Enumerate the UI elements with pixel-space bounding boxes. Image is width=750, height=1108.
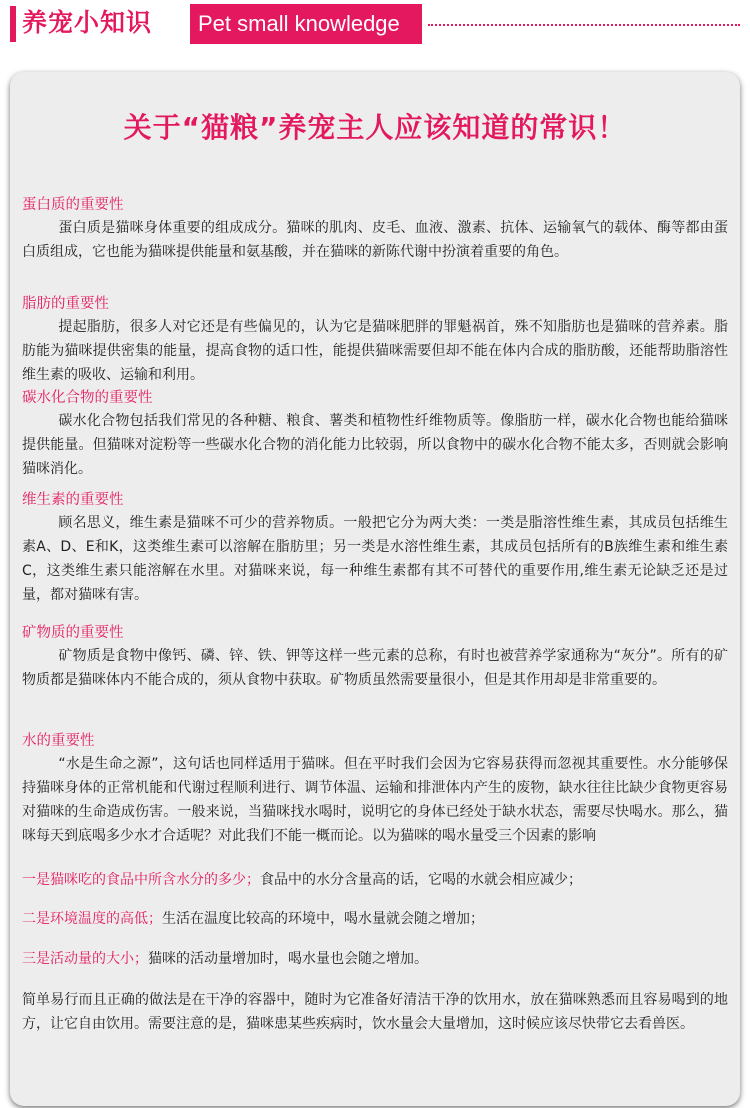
section-title: 维生素的重要性 bbox=[22, 492, 124, 508]
section-title: 脂肪的重要性 bbox=[22, 296, 109, 312]
factor-temperature bbox=[22, 907, 728, 931]
factor-text: 食品中的水分含量高的话，它喝的水就会相应减少； bbox=[260, 872, 582, 888]
header-title-cn: 养宠小知识 bbox=[22, 8, 153, 37]
section-body: “水是生命之源”，这句话也同样适用于猫咪。但在平时我们会因为它容易获得而忽视其重要性。水分能够保持猫咪身体的正常机能和代谢过程顺利进行、调节体温、运输和排泄体内产生的废物，缺水往往比缺少食物更容易对猫咪的生命造成伤害。一般来说，当猫咪找水喝时，说明它的身体已经处于缺水状态，需要尽快喝水。那么，猫咪每天到底喝多少水才合适呢？对此我们不能一概而论。以为猫咪的喝水量受三个因素的影响 bbox=[22, 756, 728, 844]
conclusion bbox=[22, 988, 728, 1036]
page-header bbox=[0, 0, 750, 48]
section-body: 蛋白质是猫咪身体重要的组成成分。猫咪的肌肉、皮毛、血液、激素、抗体、运输氧气的载体、酶等都由蛋白质组成，它也能为猫咪提供能量和氨基酸，并在猫咪的新陈代谢中扮演着重要的角色。 bbox=[22, 220, 728, 260]
main-title: 关于“猫粮”养宠主人应该知道的常识！ bbox=[123, 111, 627, 144]
section-title: 碳水化合物的重要性 bbox=[22, 390, 153, 406]
factor-food-moisture bbox=[22, 868, 728, 892]
section-title: 水的重要性 bbox=[22, 733, 95, 749]
section-mineral bbox=[22, 622, 728, 692]
section-title: 矿物质的重要性 bbox=[22, 625, 124, 641]
section-body: 矿物质是食物中像钙、磷、锌、铁、钾等这样一些元素的总称，有时也被营养学家通称为“灰分”。所有的矿物质都是猫咪体内不能合成的，须从食物中获取。矿物质虽然需要量很小，但是其作用却是非常重要的。 bbox=[22, 648, 728, 688]
section-vitamin bbox=[22, 489, 728, 607]
section-protein bbox=[22, 194, 728, 264]
header-dotted-divider bbox=[428, 24, 740, 26]
factor-label: 三是活动量的大小； bbox=[22, 951, 148, 967]
section-fat bbox=[22, 293, 728, 387]
section-title: 蛋白质的重要性 bbox=[22, 197, 124, 213]
factor-text: 生活在温度比较高的环境中，喝水量就会随之增加； bbox=[162, 911, 484, 927]
header-title-en: Pet small knowledge bbox=[198, 11, 400, 36]
factor-activity bbox=[22, 947, 728, 971]
section-body: 顾名思义，维生素是猫咪不可少的营养物质。一般把它分为两大类：一类是脂溶性维生素，其成员包括维生素A、D、E和K，这类维生素可以溶解在脂肪里；另一类是水溶性维生素，其成员包括所有的B族维生素和维生素C，这类维生素只能溶解在水里。对猫咪来说，每一种维生素都有其不可替代的重要作用,维生素无论缺乏还是过量，都对猫咪有害。 bbox=[22, 515, 728, 603]
header-accent-bar bbox=[10, 6, 16, 42]
factor-label: 一是猫咪吃的食品中所含水分的多少； bbox=[22, 872, 260, 888]
section-carbohydrate bbox=[22, 387, 728, 481]
conclusion-text: 简单易行而且正确的做法是在干净的容器中，随时为它准备好清洁干净的饮用水，放在猫咪熟悉而且容易喝到的地方，让它自由饮用。需要注意的是，猫咪患某些疾病时，饮水量会大量增加，这时候应该尽快带它去看兽医。 bbox=[22, 992, 728, 1032]
section-body: 提起脂肪，很多人对它还是有些偏见的，认为它是猫咪肥胖的罪魁祸首，殊不知脂肪也是猫咪的营养素。脂肪能为猫咪提供密集的能量，提高食物的适口性，能提供猫咪需要但却不能在体内合成的脂肪酸，还能帮助脂溶性维生素的吸收、运输和利用。 bbox=[22, 319, 728, 383]
section-water bbox=[22, 730, 728, 848]
section-body: 碳水化合物包括我们常见的各种糖、粮食、薯类和植物性纤维物质等。像脂肪一样，碳水化合物也能给猫咪提供能量。但猫咪对淀粉等一些碳水化合物的消化能力比较弱，所以食物中的碳水化合物不能太多，否则就会影响猫咪消化。 bbox=[22, 413, 728, 477]
factor-label: 二是环境温度的高低； bbox=[22, 911, 162, 927]
factor-text: 猫咪的活动量增加时，喝水量也会随之增加。 bbox=[148, 951, 428, 967]
